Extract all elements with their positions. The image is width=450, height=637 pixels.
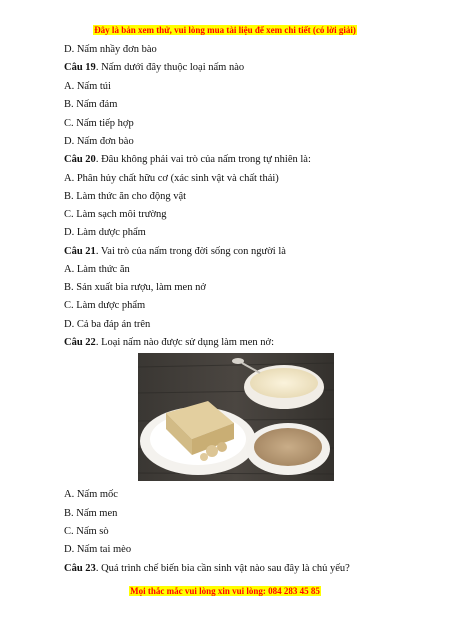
answer-option: B. Nấm đảm [64, 99, 118, 110]
header-preview-notice [0, 25, 450, 35]
question-text: . Vai trò của nấm trong đời sống con người là [95, 246, 286, 257]
answer-option: B. Sản xuất bia rượu, làm men nở [64, 282, 206, 293]
answer-option: B. Nấm men [64, 508, 118, 519]
question-19 [64, 61, 244, 74]
question-22 [64, 336, 274, 349]
answer-option: C. Làm dược phẩm [64, 300, 146, 311]
answer-option: C. Nấm sò [64, 526, 109, 537]
answer-option: A. Nấm túi [64, 81, 111, 92]
question-23 [64, 562, 350, 575]
question-text: . Quá trình chế biến bia cần sinh vật nào sau đây là chủ yếu? [95, 563, 350, 574]
answer-option: B. Làm thức ăn cho động vật [64, 191, 187, 202]
question-number: Câu 21 [64, 246, 96, 257]
answer-option: D. Nấm tai mèo [64, 544, 132, 555]
question-number: Câu 20 [64, 154, 96, 165]
question-text: . Đâu không phải vai trò của nấm trong tự nhiên là: [95, 154, 311, 165]
answer-option: A. Phân hủy chất hữu cơ (xác sinh vật và chất thải) [64, 173, 279, 184]
yeast-photo [138, 353, 334, 481]
question-20 [64, 153, 311, 166]
question-text: . Nấm dưới đây thuộc loại nấm nào [95, 62, 245, 73]
question-text: . Loại nấm nào được sử dụng làm men nở: [95, 337, 275, 348]
answer-option: C. Nấm tiếp hợp [64, 118, 134, 129]
answer-option: D. Nấm nhầy đơn bào [64, 44, 157, 55]
answer-option: A. Nấm mốc [64, 489, 118, 500]
answer-option: D. Nấm đơn bào [64, 136, 134, 147]
question-number: Câu 19 [64, 62, 96, 73]
answer-option: D. Cả ba đáp án trên [64, 319, 151, 330]
answer-option: A. Làm thức ăn [64, 264, 130, 275]
answer-option: D. Làm dược phẩm [64, 227, 146, 238]
footer-contact-notice [0, 586, 450, 596]
header-notice-text: Đây là bản xem thử, vui lòng mua tài liệu để xem chi tiết (có lời giải) [94, 25, 356, 35]
question-number: Câu 23 [64, 563, 96, 574]
answer-option: C. Làm sạch môi trường [64, 209, 167, 220]
question-number: Câu 22 [64, 337, 96, 348]
footer-notice-text: Mọi thắc mắc vui lòng xin vui lòng: 084 283 45 85 [130, 586, 320, 596]
yeast-illustration [138, 353, 334, 481]
question-21 [64, 245, 286, 258]
